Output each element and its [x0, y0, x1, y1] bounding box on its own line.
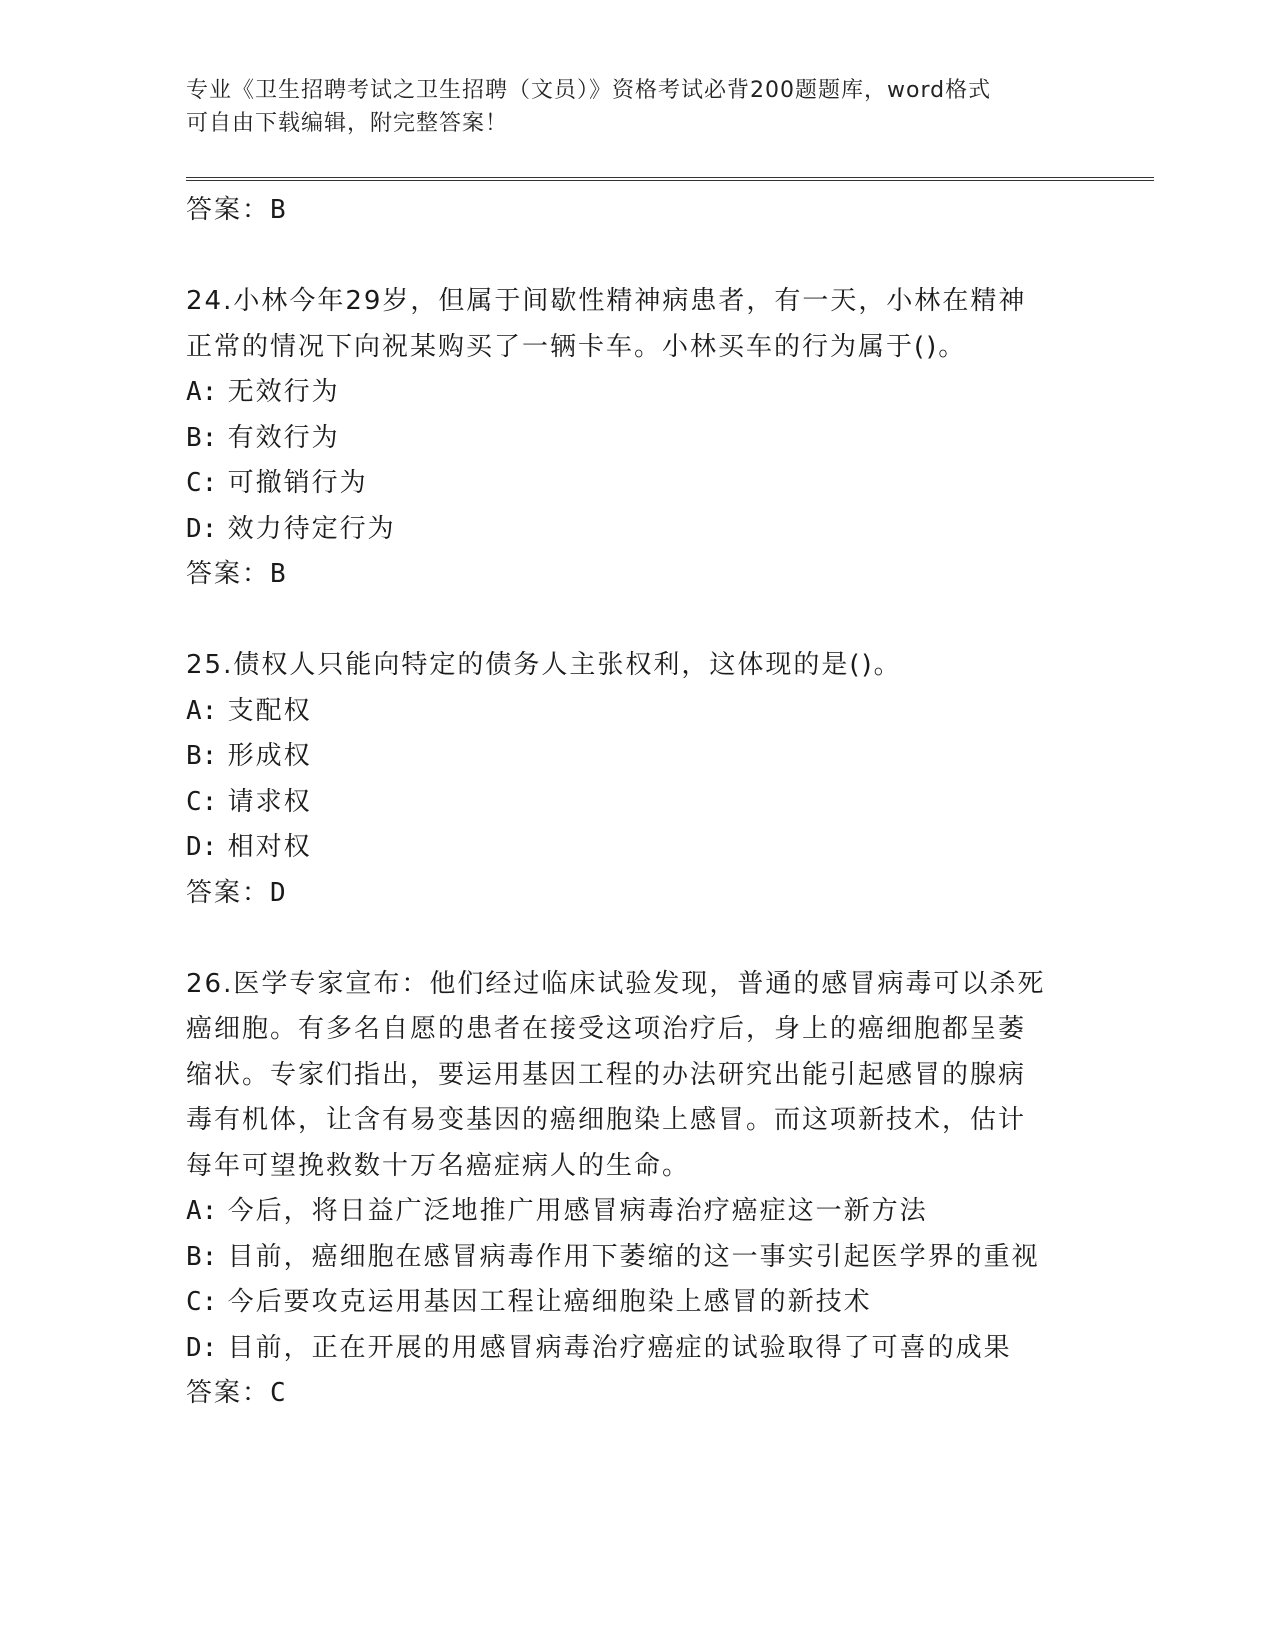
previous-answer: [186, 188, 1086, 234]
option-text: 有效行为: [227, 422, 340, 453]
header-title-line-2: 可自由下载编辑，附完整答案！: [186, 111, 509, 136]
question-25: [186, 643, 1086, 916]
option-c: [186, 780, 1086, 826]
option-key: B:: [186, 1241, 218, 1272]
answer-label: 答案：: [186, 559, 271, 589]
question-stem-line: 毒有机体，让含有易变基因的癌细胞染上感冒。而这项新技术，估计: [186, 1105, 1027, 1135]
option-text: 支配权: [227, 695, 312, 726]
option-b: [186, 416, 1086, 462]
question-stem-line: 24.小林今年29岁，但属于间歇性精神病患者，有一天，小林在精神: [186, 286, 1027, 316]
option-key: A:: [186, 377, 218, 407]
document-header: [186, 74, 1066, 140]
option-text: 相对权: [227, 832, 312, 862]
option-key: D:: [186, 513, 218, 544]
option-key: C:: [186, 468, 218, 498]
document-body: [186, 188, 1086, 1417]
option-d: [186, 1326, 1086, 1372]
question-answer: [186, 552, 1086, 598]
option-text: 可撤销行为: [227, 468, 368, 498]
answer-value: D: [270, 877, 287, 908]
question-stem-line: 26.医学专家宣布：他们经过临床试验发现，普通的感冒病毒可以杀死: [186, 968, 1046, 999]
option-text: 今后要攻克运用基因工程让癌细胞染上感冒的新技术: [227, 1287, 872, 1317]
question-26: [186, 962, 1086, 1417]
option-key: A:: [186, 1196, 218, 1226]
option-text: 无效行为: [227, 377, 340, 407]
header-divider: [186, 177, 1154, 181]
option-text: 请求权: [227, 786, 312, 817]
option-key: C:: [186, 1287, 218, 1317]
spacer: [186, 598, 1086, 644]
option-text: 目前，癌细胞在感冒病毒作用下萎缩的这一事实引起医学界的重视: [227, 1241, 1040, 1272]
question-stem-line: 每年可望挽救数十万名癌症病人的生命。: [186, 1150, 691, 1181]
answer-label: 答案：: [186, 1378, 271, 1408]
header-title-line-1: 专业《卫生招聘考试之卫生招聘（文员）》资格考试必背200题题库，word格式: [186, 78, 992, 103]
option-b: [186, 734, 1086, 780]
question-stem-line: 缩状。专家们指出，要运用基因工程的办法研究出能引起感冒的腺病: [186, 1059, 1027, 1090]
option-d: [186, 507, 1086, 553]
option-a: [186, 370, 1086, 416]
option-key: D:: [186, 832, 218, 862]
answer-value: B: [270, 559, 287, 589]
question-24: [186, 279, 1086, 598]
option-b: [186, 1235, 1086, 1281]
option-c: [186, 461, 1086, 507]
option-a: [186, 689, 1086, 735]
option-text: 今后，将日益广泛地推广用感冒病毒治疗癌症这一新方法: [227, 1196, 928, 1226]
question-stem-line: 癌细胞。有多名自愿的患者在接受这项治疗后，身上的癌细胞都呈萎: [186, 1014, 1027, 1044]
answer-value: C: [270, 1378, 287, 1408]
option-text: 形成权: [227, 741, 312, 771]
question-stem-line: 正常的情况下向祝某购买了一辆卡车。小林买车的行为属于()。: [186, 331, 967, 362]
option-a: [186, 1189, 1086, 1235]
option-key: D:: [186, 1332, 218, 1363]
answer-label: 答案：: [186, 877, 271, 908]
option-key: C:: [186, 786, 218, 817]
question-answer: [186, 1371, 1086, 1417]
answer-value: B: [270, 195, 287, 225]
option-key: A:: [186, 695, 218, 726]
option-key: B:: [186, 422, 218, 453]
spacer: [186, 916, 1086, 962]
option-text: 效力待定行为: [227, 513, 396, 544]
question-answer: [186, 871, 1086, 917]
spacer: [186, 234, 1086, 280]
option-key: B:: [186, 741, 218, 771]
option-c: [186, 1280, 1086, 1326]
option-d: [186, 825, 1086, 871]
answer-label: 答案：: [186, 195, 271, 225]
option-text: 目前，正在开展的用感冒病毒治疗癌症的试验取得了可喜的成果: [227, 1332, 1012, 1363]
question-stem-line: 25.债权人只能向特定的债务人主张权利，这体现的是()。: [186, 650, 902, 680]
